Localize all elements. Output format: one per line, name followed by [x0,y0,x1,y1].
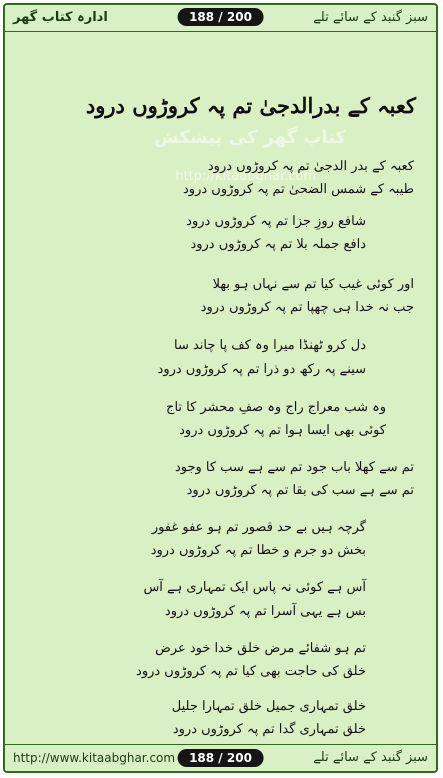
poem-line: تم سے کھلا باب جود تم سے ہے سب کا وجود [174,460,414,475]
poem-line: جب نہ خدا ہی چھپا تم پہ کروڑوں درود [200,300,414,315]
book-title: سبز گنبد کے سائے تلے [313,750,428,765]
poem-line: بخش دو جرم و خطا تم پہ کروڑوں درود [150,543,366,558]
poem-line: طیبہ کے شمس الضحیٰ تم پہ کروڑوں درود [183,182,414,197]
poem-title: کعبہ کے بدرالدجیٰ تم پہ کروڑوں درود [85,93,416,118]
page-number-badge: 188 / 200 [177,749,264,767]
poem-line: تم ہو شفائے مرض خلق خدا خود عرض [155,641,366,656]
poem-line: گرچہ ہیں بے حد قصور تم ہو عفو غفور [151,520,366,535]
poem-line: سینے پہ رکھ دو ذرا تم پہ کروڑوں درود [157,362,366,377]
poem-line: بس ہے یہی آسرا تم پہ کروڑوں درود [164,604,366,619]
page-number-badge: 188 / 200 [177,8,264,26]
watermark-text: کتاب گھر کی پیشکش [153,127,346,148]
page-footer [5,744,436,771]
poem-line: دل کرو ٹھنڈا میرا وہ کف پا چاند سا [174,338,366,353]
poem-line: خلق کی حاجت بھی کیا تم پہ کروڑوں درود [136,664,366,679]
page-header [5,5,436,32]
poem-line: وہ شب معراج راج وہ صفِ محشر کا تاج [166,400,386,415]
poem-line: آس ہے کوئی نہ پاس ایک تمہاری ہے آس [143,580,366,595]
poem-line: اور کوئی غیب کیا تم سے نہاں ہو بھلا [212,277,414,292]
poem-line: شافع روزِ جزا تم پہ کروڑوں درود [186,214,366,229]
poem-line: کوئی بھی ایسا ہوا تم پہ کروڑوں درود [179,423,386,438]
publisher-name: ادارہ کتاب گھر [13,10,108,25]
poem-line: تم سے ہے سب کی بقا تم پہ کروڑوں درود [186,483,414,498]
website-link[interactable]: http://www.kitaabghar.com [13,751,176,765]
watermark-url: http://kitaabghar.com [175,169,316,184]
poem-line: خلق تمہاری گدا تم پہ کروڑوں درود [172,722,366,737]
book-title: سبز گنبد کے سائے تلے [313,10,428,25]
poem-line: خلق تمہاری جمیل خلق تمہارا جلیل [171,699,366,714]
poem-line: کعبہ کے بدر الدجیٰ تم پہ کروڑوں درود [207,159,414,174]
poem-line: دافع جملہ بلا تم پہ کروڑوں درود [190,237,366,252]
book-page [3,3,438,773]
